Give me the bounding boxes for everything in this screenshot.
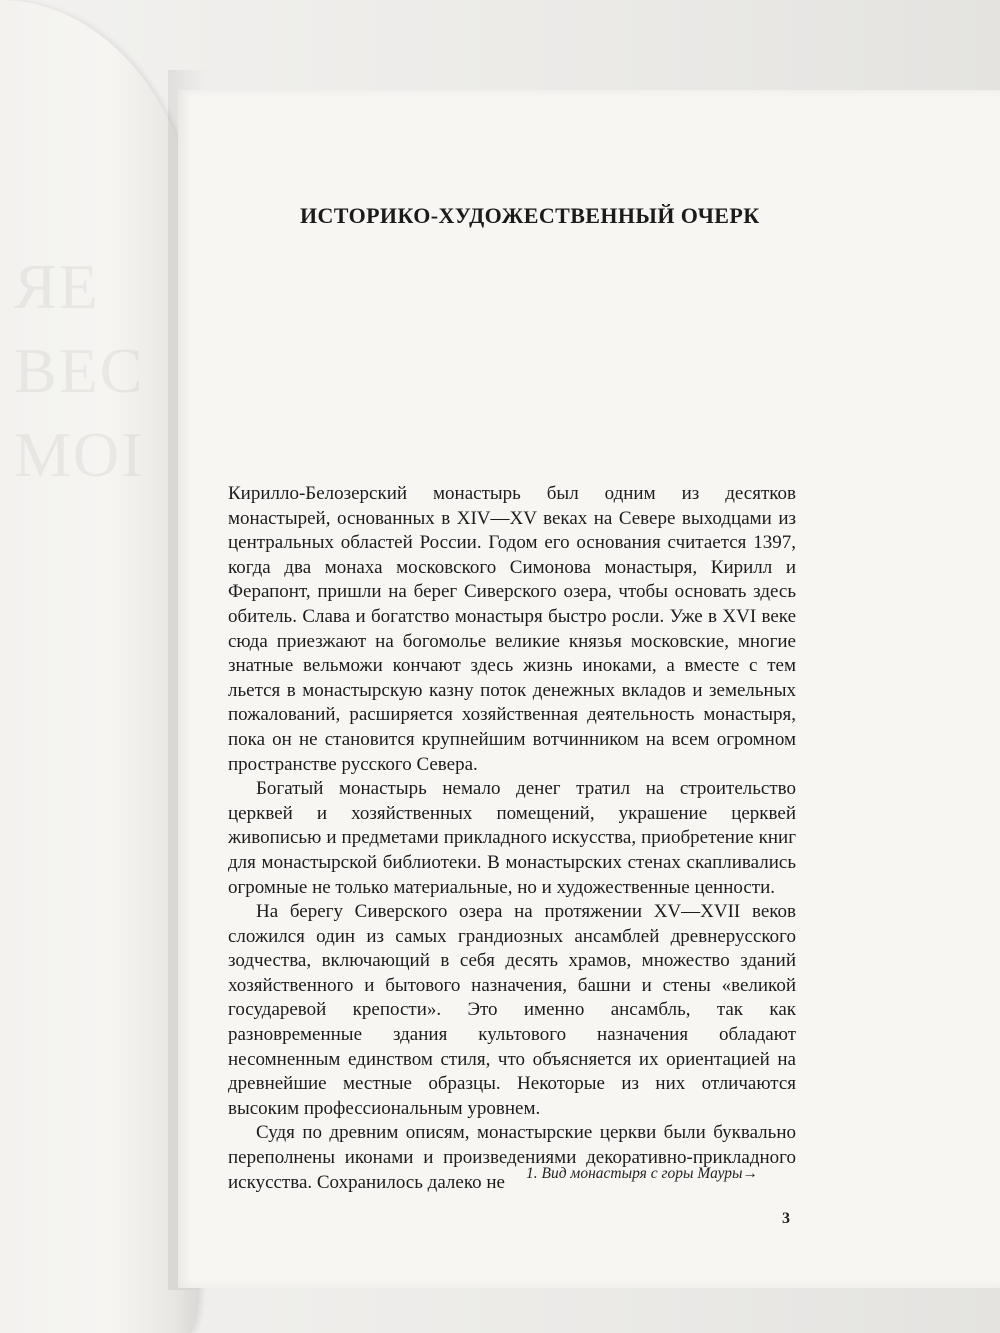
paragraph: На берегу Сиверского озера на протяжении XV—XVII веков сложился один из самых грандиозных ансамблей древнерусского зодчества, включающий в себя десять храмов, множество зданий хозяйственного и бытового назначения, башни и стены «великой государевой крепости». Это именно ансамбль, так как разновременные здания культового назначения обладают несомненным единством стиля, что объясняется их ориентацией на древнейшие местные образцы. Некоторые из них отличаются высоким профессиональным уровнем.	[228, 901, 796, 1119]
figure-caption: 1. Вид монастыря с горы Мауры→	[526, 1165, 759, 1182]
page-title: ИСТОРИКО-ХУДОЖЕСТВЕННЫЙ ОЧЕРК	[300, 203, 760, 228]
body-text	[228, 482, 796, 1195]
paragraph: Кирилло-Белозерский монастырь был одним из десятков монастырей, основанных в XIV—XV веках на Севере выходцами из центральных областей России. Годом его основания считается 1397, когда два монаха московского Симонова монастыря, Кирилл и Ферапонт, пришли на берег Сиверского озера, чтобы основать здесь обитель. Слава и богатство монастыря быстро росли. Уже в XVI веке сюда приезжают на богомолье великие князья московские, многие знатные вельможи кончают здесь жизнь иноками, а вместе с тем льется в монастырскую казну поток денежных вкладов и земельных пожалований, расширяется хозяйственная деятельность монастыря, пока он не становится крупнейшим вотчинником на всем огромном пространстве русского Севера.	[228, 483, 796, 775]
paragraph: Судя по древним описям, монастырские церкви были буквально переполнены иконами и произведениями декоративно-прикладного искусства. Сохранилось далеко не	[228, 1122, 796, 1193]
bleed-through-marks: ЯЕ ВЕС МОІ	[14, 251, 145, 490]
page-number: 3	[782, 1210, 790, 1227]
paragraph: Богатый монастырь немало денег тратил на строительство церквей и хозяйственных помещений, украшение церквей живописью и предметами прикладного искусства, приобретение книг для монастырской библиотеки. В монастырских стенах скапливались огромные не только материальные, но и художественные ценности.	[228, 778, 796, 898]
